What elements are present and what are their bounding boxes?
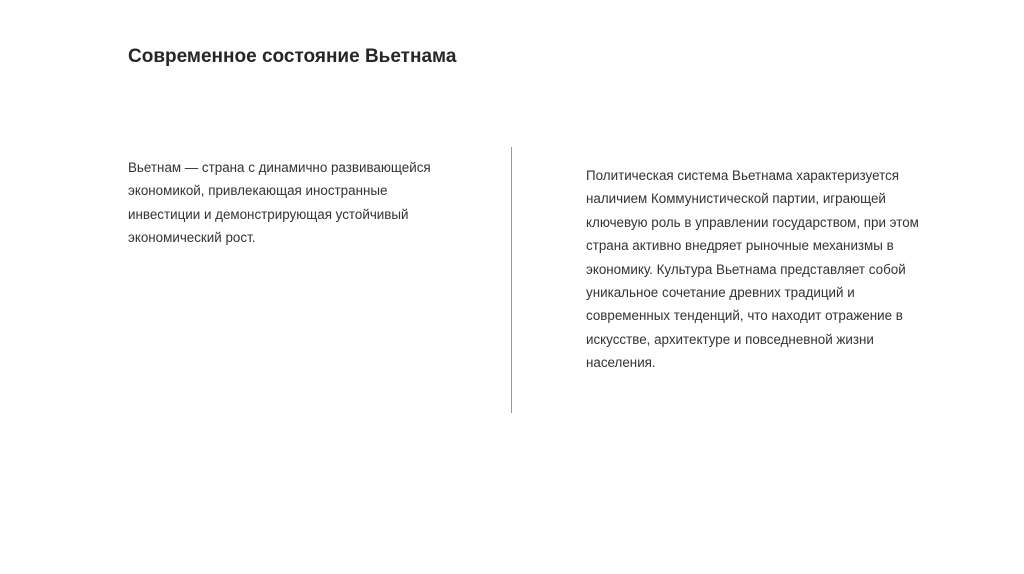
- right-column-text: Политическая система Вьетнама характеризуется наличием Коммунистической партии, играющей ключевую роль в управлении государством, при этом страна активно внедряет рыночные механизмы в экономику. Культура Вьетнама представляет собой уникальное сочетание древних традиций и современных тенденций, что находит отражение в искусстве, архитектуре и повседневной жизни населения.: [586, 168, 919, 371]
- column-divider: [511, 147, 512, 413]
- left-column-text: Вьетнам — страна с динамично развивающейся экономикой, привлекающая иностранные инвестиции и демонстрирующая устойчивый экономический рост.: [128, 160, 431, 246]
- slide-title: Современное состояние Вьетнама: [128, 46, 457, 67]
